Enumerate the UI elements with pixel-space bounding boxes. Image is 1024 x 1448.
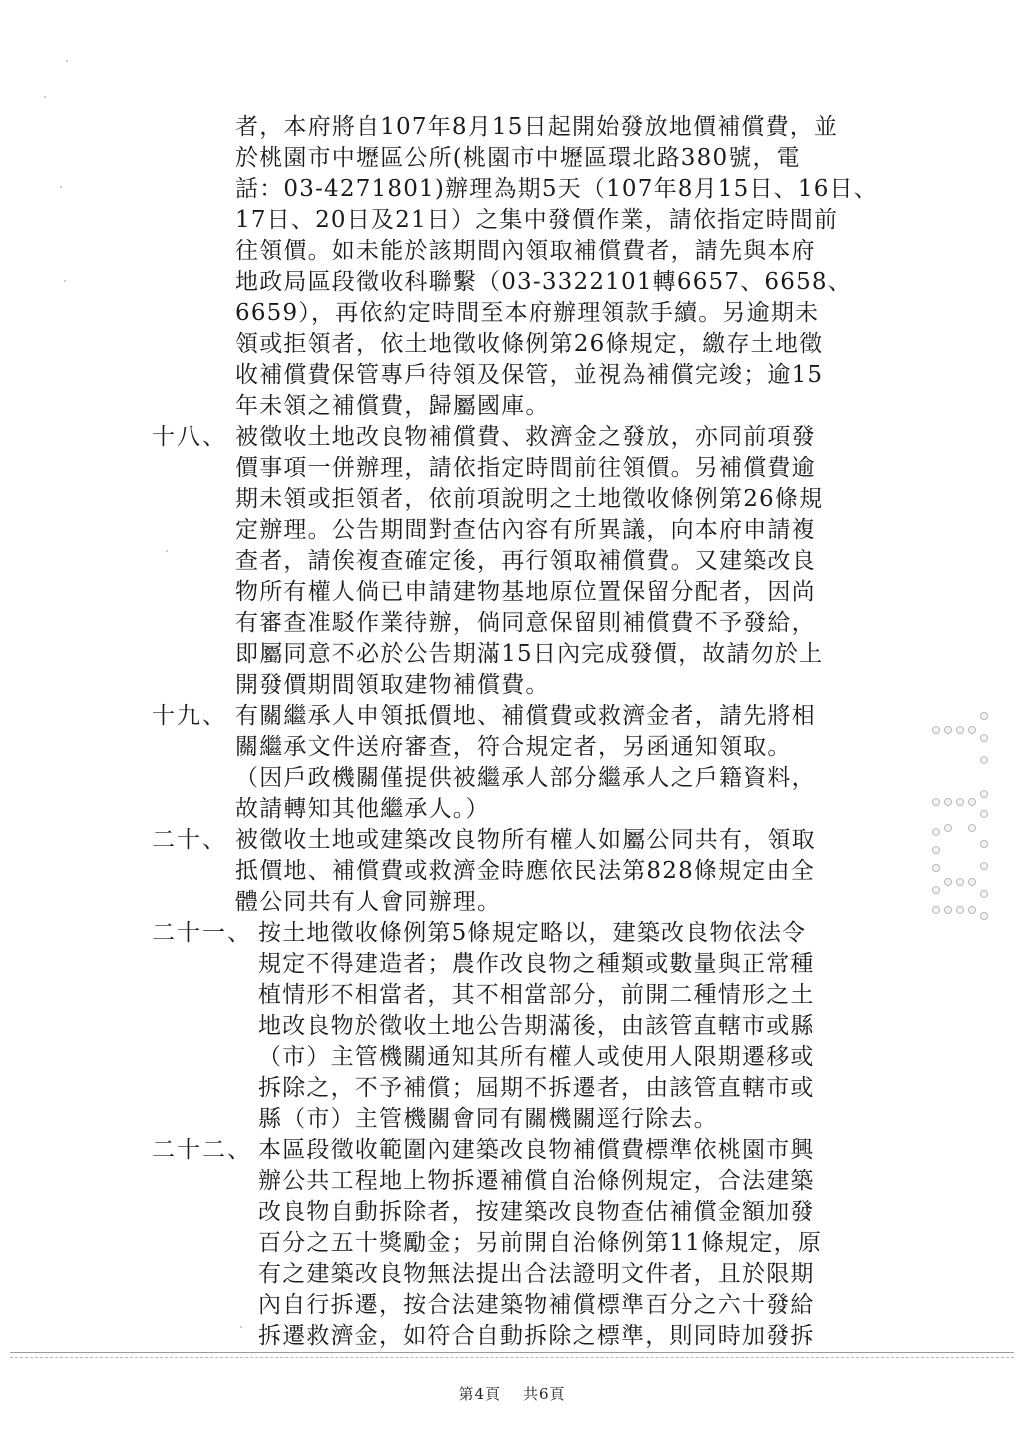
punch-hole — [968, 824, 976, 832]
punch-hole — [980, 712, 988, 720]
punch-hole — [968, 726, 976, 734]
paragraph-line: 者，本府將自107年8月15日起開始發放地價補償費，並 — [235, 114, 839, 140]
item-line: 開發價期間領取建物補償費。 — [235, 672, 550, 698]
item-number: 十八、 — [152, 424, 227, 450]
punch-hole — [944, 906, 952, 914]
item-line: 查者，請俟複查確定後，再行領取補償費。又建築改良 — [235, 548, 816, 574]
page-total: 共6頁 — [523, 1385, 566, 1403]
punch-hole — [956, 798, 964, 806]
item-line: 規定不得建造者；農作改良物之種類或數量與正常種 — [258, 951, 815, 977]
scan-speck — [166, 550, 168, 552]
item-line: 百分之五十獎勵金；另前開自治條例第11條規定，原 — [258, 1230, 823, 1256]
item-number: 十九、 — [152, 703, 227, 729]
item-line: 植情形不相當者，其不相當部分，前開二種情形之土 — [258, 982, 815, 1008]
item-line: 改良物自動拆除者，按建築改良物查估補償金額加發 — [258, 1199, 815, 1225]
punch-hole — [944, 726, 952, 734]
item-line: 本區段徵收範圍內建築改良物補償費標準依桃園市興 — [258, 1137, 815, 1163]
page-footer — [0, 1384, 1024, 1404]
punch-hole — [968, 798, 976, 806]
punch-hole — [932, 798, 940, 806]
punch-hole — [944, 798, 952, 806]
punch-hole — [944, 878, 952, 886]
item-line: 按土地徵收條例第5條規定略以，建築改良物依法令 — [258, 920, 807, 946]
paragraph-line: 地政局區段徵收科聯繫（03-3322101轉6657、6658、 — [235, 269, 852, 295]
item-line: 被徵收土地或建築改良物所有權人如屬公同共有，領取 — [235, 827, 816, 853]
item-line: 體公同共有人會同辦理。 — [235, 889, 502, 915]
item-line: 即屬同意不必於公告期滿15日內完成發價，故請勿於上 — [235, 641, 824, 667]
item-line: 物所有權人倘已申請建物基地原位置保留分配者，因尚 — [235, 579, 816, 605]
punch-hole — [944, 824, 952, 832]
footer-rule — [10, 1352, 1014, 1353]
punch-hole — [980, 862, 988, 870]
punch-hole — [980, 734, 988, 742]
item-number: 二十二、 — [152, 1137, 252, 1163]
item-line: （因戶政機關僅提供被繼承人部分繼承人之戶籍資料， — [235, 765, 816, 791]
item-line: 抵價地、補償費或救濟金時應依民法第828條規定由全 — [235, 858, 815, 884]
punch-hole — [932, 726, 940, 734]
item-line: 地改良物於徵收土地公告期滿後，由該管直轄市或縣 — [258, 1013, 815, 1039]
item-line: 縣（市）主管機關會同有關機關逕行除去。 — [258, 1106, 718, 1132]
punch-hole — [932, 846, 940, 854]
item-line: 價事項一併辦理，請依指定時間前往領價。另補償費逾 — [235, 455, 816, 481]
punch-hole — [932, 906, 940, 914]
punch-hole — [980, 840, 988, 848]
punch-hole — [980, 912, 988, 920]
scan-speck — [66, 60, 68, 62]
item-line: （市）主管機關通知其所有權人或使用人限期遷移或 — [258, 1044, 815, 1070]
paragraph-line: 往領價。如未能於該期間內領取補償費者，請先與本府 — [235, 238, 816, 264]
item-line: 拆遷救濟金，如符合自動拆除之標準，則同時加發拆 — [258, 1323, 815, 1349]
item-line: 內自行拆遷，按合法建築物補償標準百分之六十發給 — [258, 1292, 815, 1318]
scan-speck — [44, 96, 46, 98]
scan-speck — [60, 186, 62, 188]
item-line: 被徵收土地改良物補償費、救濟金之發放，亦同前項發 — [235, 424, 816, 450]
punch-hole — [968, 906, 976, 914]
item-line: 辦公共工程地上物拆遷補償自治條例規定，合法建築 — [258, 1168, 815, 1194]
paragraph-line: 領或拒領者，依土地徵收條例第26條規定，繳存土地徵 — [235, 331, 824, 357]
item-line: 故請轉知其他繼承人。） — [235, 796, 490, 822]
item-line: 有之建築改良物無法提出合法證明文件者，且於限期 — [258, 1261, 815, 1287]
item-number: 二十、 — [152, 827, 227, 853]
item-line: 定辦理。公告期間對查估內容有所異議，向本府申請複 — [235, 517, 816, 543]
item-line: 關繼承文件送府審查，符合規定者，另函通知領取。 — [235, 734, 792, 760]
footer-rule — [10, 1357, 1014, 1358]
paragraph-line: 17日、20日及21日）之集中發價作業，請依指定時間前 — [235, 207, 839, 233]
paragraph-line: 年未領之補償費，歸屬國庫。 — [235, 393, 550, 419]
punch-hole — [932, 864, 940, 872]
punch-hole — [932, 828, 940, 836]
scan-speck — [240, 1326, 242, 1328]
paragraph-line: 於桃園市中壢區公所(桃園市中壢區環北路380號，電 — [235, 145, 801, 171]
paragraph-line: 6659），再依約定時間至本府辦理領款手續。另逾期未 — [235, 300, 820, 326]
punch-hole — [968, 878, 976, 886]
punch-hole — [980, 890, 988, 898]
punch-hole — [956, 906, 964, 914]
item-line: 期未領或拒領者，依前項說明之土地徵收條例第26條規 — [235, 486, 824, 512]
scan-speck — [64, 280, 66, 282]
item-number: 二十一、 — [152, 920, 252, 946]
punch-hole — [932, 886, 940, 894]
item-line: 有關繼承人申領抵價地、補償費或救濟金者，請先將相 — [235, 703, 816, 729]
item-line: 有審查准駁作業待辦，倘同意保留則補償費不予發給， — [235, 610, 816, 636]
punch-hole — [980, 790, 988, 798]
page-number: 第4頁 — [458, 1385, 501, 1403]
punch-hole — [956, 726, 964, 734]
punch-hole — [980, 810, 988, 818]
paragraph-line: 收補償費保管專戶待領及保管，並視為補償完竣；逾15 — [235, 362, 824, 388]
punch-hole — [980, 756, 988, 764]
paragraph-line: 話：03-4271801)辦理為期5天（107年8月15日、16日、 — [235, 176, 878, 202]
item-line: 拆除之，不予補償；屆期不拆遷者，由該管直轄市或 — [258, 1075, 815, 1101]
punch-hole — [956, 878, 964, 886]
